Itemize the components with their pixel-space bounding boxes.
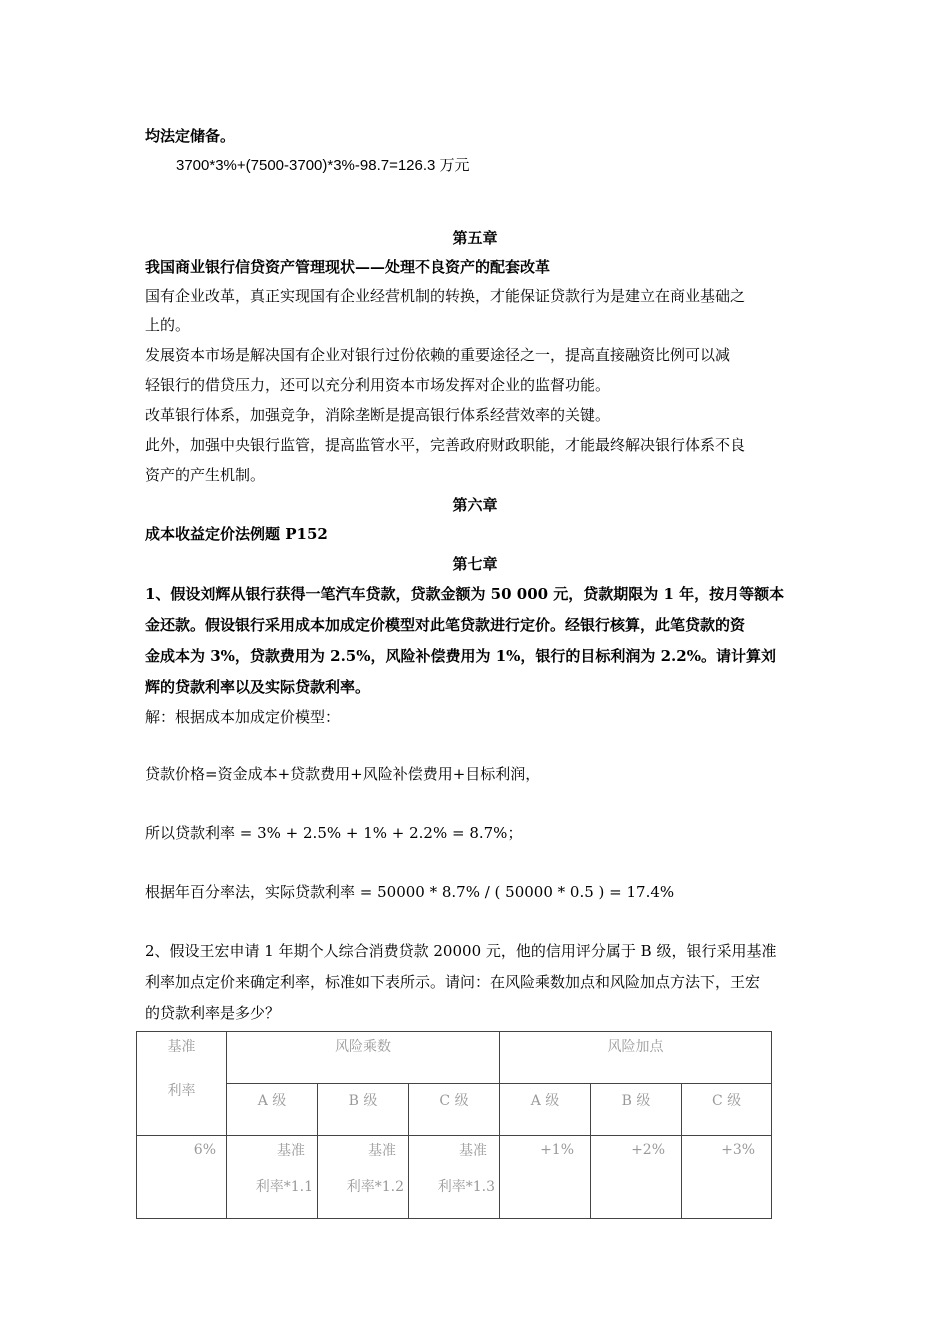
addon-cell: +3% (682, 1136, 772, 1219)
question-line: 利率加点定价来确定利率，标准如下表所示。请问：在风险乘数加点和风险加点方法下，王宏 (145, 973, 761, 991)
question-line: 金还款。假设银行采用成本加成定价模型对此笔贷款进行定价。经银行核算，此笔贷款的资 (145, 616, 746, 634)
solution-line: 贷款价格=资金成本+贷款费用+风险补偿费用+目标利润， (145, 765, 541, 783)
formula-line: 3700*3%+(7500-3700)*3%-98.7=126.3 万元 (176, 157, 470, 174)
question-line: 金成本为 3%，贷款费用为 2.5%，风险补偿费用为 1%，银行的目标利润为 2.2%。请计算刘 (145, 647, 776, 665)
grade-cell: A 级 (500, 1084, 591, 1136)
addon-cell: +1% (500, 1136, 591, 1219)
solution-line: 所以贷款利率 = 3% + 2.5% + 1% + 2.2% = 8.7%； (145, 824, 523, 842)
grade-cell: B 级 (318, 1084, 409, 1136)
paragraph-line: 改革银行体系，加强竞争，消除垄断是提高银行体系经营效率的关键。 (145, 406, 611, 424)
grade-cell: B 级 (591, 1084, 682, 1136)
grade-cell: C 级 (409, 1084, 500, 1136)
addon-cell: +2% (591, 1136, 682, 1219)
question-line: 2、假设王宏申请 1 年期个人综合消费贷款 20000 元，他的信用评分属于 B 级，银行采用基准 (145, 942, 777, 960)
multiplier-cell: 基准 利率*1.3 (409, 1136, 500, 1219)
risk-addon-header: 风险加点 (500, 1032, 772, 1084)
paragraph-line: 上的。 (145, 316, 191, 334)
chapter-5-title: 我国商业银行信贷资产管理现状——处理不良资产的配套改革 (145, 258, 551, 276)
paragraph-line: 此外，加强中央银行监管，提高监管水平，完善政府财政职能，才能最终解决银行体系不良 (145, 436, 746, 454)
base-rate-header-top: 基准 (167, 1039, 196, 1055)
base-rate-header-cell (137, 1032, 227, 1136)
question-line: 辉的贷款利率以及实际贷款利率。 (145, 678, 371, 696)
question-line: 的贷款利率是多少？ (145, 1004, 281, 1022)
base-rate-header-bottom: 利率 (167, 1083, 196, 1099)
risk-multiplier-header: 风险乘数 (227, 1032, 500, 1084)
grade-cell: C 级 (682, 1084, 772, 1136)
grade-cell: A 级 (227, 1084, 318, 1136)
multiplier-cell: 基准 利率*1.1 (227, 1136, 318, 1219)
multiplier-cell: 基准 利率*1.2 (318, 1136, 409, 1219)
chapter-heading-6: 第六章 (452, 496, 498, 514)
solution-line: 根据年百分率法，实际贷款利率 = 50000 * 8.7% / ( 50000 * 0.5 ) = 17.4% (145, 883, 675, 901)
solution-line: 解：根据成本加成定价模型： (145, 708, 341, 726)
question-line: 1、假设刘辉从银行获得一笔汽车贷款，贷款金额为 50 000 元，贷款期限为 1 年，按月等额本 (145, 585, 785, 603)
paragraph-line: 发展资本市场是解决国有企业对银行过份依赖的重要途径之一，提高直接融资比例可以减 (145, 346, 731, 364)
paragraph-line: 轻银行的借贷压力，还可以充分利用资本市场发挥对企业的监督功能。 (145, 376, 611, 394)
chapter-6-title: 成本收益定价法例题 P152 (145, 525, 328, 543)
paragraph-line: 资产的产生机制。 (145, 466, 266, 484)
text-line: 均法定储备。 (145, 127, 236, 145)
chapter-heading-5: 第五章 (452, 229, 498, 247)
base-rate-value: 6% (137, 1136, 227, 1219)
chapter-heading-7: 第七章 (452, 555, 498, 573)
rate-table (136, 1031, 772, 1219)
paragraph-line: 国有企业改革，真正实现国有企业经营机制的转换，才能保证贷款行为是建立在商业基础之 (145, 287, 746, 305)
